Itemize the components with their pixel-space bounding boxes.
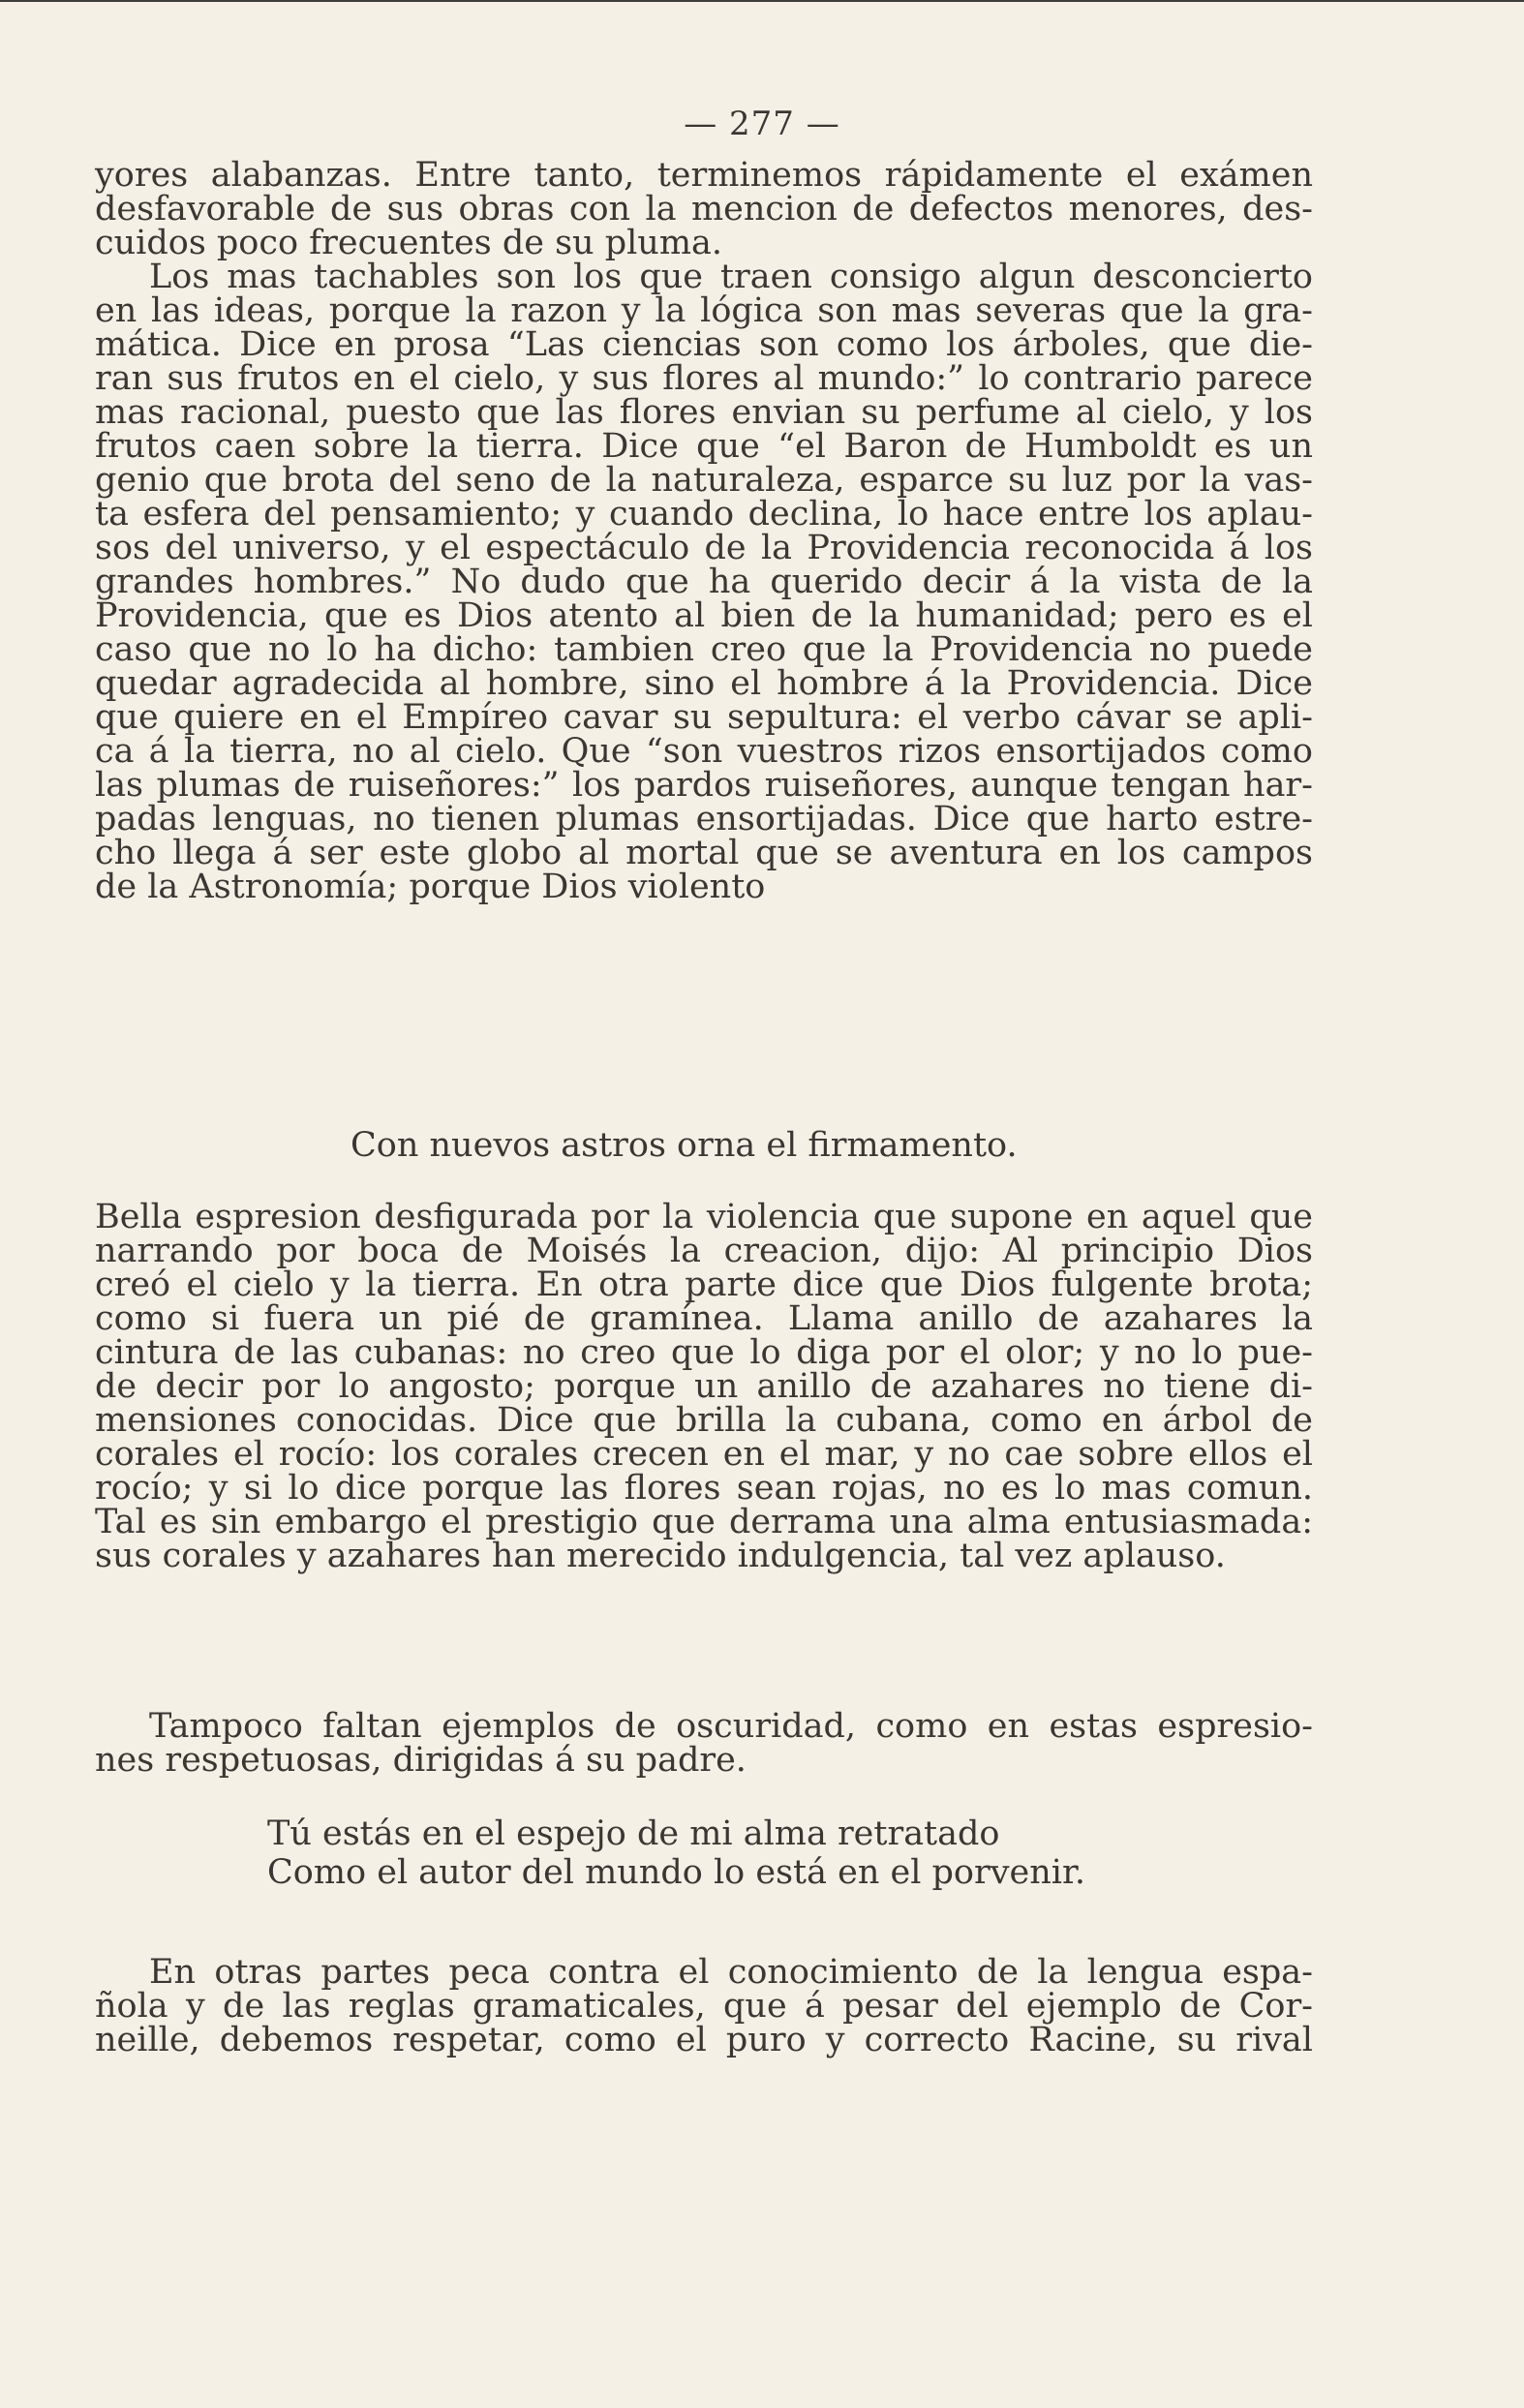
text-line: padas lenguas, no tienen plumas ensortijadas. Dice que harto estre- [95,800,1313,838]
text-line: cintura de las cubanas: no creo que lo diga por el olor; y no lo pue- [95,1333,1313,1372]
verse-line: Con nuevos astros orna el firmamento. [351,1126,1018,1165]
paragraph-4 [95,1953,1313,2059]
text-line: ta esfera del pensamiento; y cuando declina, lo hace entre los aplau- [95,495,1313,533]
text-line: corales el rocío: los corales crecen en el mar, y no cae sobre ellos el [95,1435,1313,1474]
text-line: sus corales y azahares han merecido indulgencia, tal vez aplauso. [95,1537,1226,1575]
paragraph-3 [95,1707,1313,1780]
verse-quote-1 [0,1126,1524,1165]
text-line: ran sus frutos en el cielo, y sus flores al mundo:” lo contrario parece [95,359,1313,398]
text-line: creó el cielo y la tierra. En otra parte dice que Dios fulgente brota; [95,1265,1313,1304]
text-line: grandes hombres.” No dudo que ha querido decir á la vista de la [95,563,1313,601]
text-line: de la Astronomía; porque Dios violento [95,868,766,906]
text-line: mática. Dice en prosa “Las ciencias son como los árboles, que die- [95,325,1313,364]
verse-quote-2 [0,1814,1524,1892]
page-number: — 277 — [684,105,840,143]
text-line: nes respetuosas, dirigidas á su padre. [95,1741,747,1780]
text-line: ñola y de las reglas gramaticales, que á pesar del ejemplo de Cor- [95,1987,1313,2026]
text-line: mensiones conocidas. Dice que brilla la cubana, como en árbol de [95,1401,1313,1440]
text-line: desfavorable de sus obras con la mencion de defectos menores, des- [95,190,1313,229]
text-line: Los mas tachables son los que traen consigo algun desconcierto [149,258,1313,296]
text-line: narrando por boca de Moisés la creacion, dijo: Al principio Dios [95,1232,1313,1270]
text-line: mas racional, puesto que las flores envian su perfume al cielo, y los [95,393,1313,432]
text-line: sos del universo, y el espectáculo de la Providencia reconocida á los [95,529,1313,567]
verse-line: Como el autor del mundo lo está en el porvenir. [267,1853,1085,1892]
text-line: cho llega á ser este globo al mortal que se aventura en los campos [95,834,1313,872]
text-line: rocío; y si lo dice porque las flores sean rojas, no es lo mas comun. [95,1469,1313,1508]
text-line: ca á la tierra, no al cielo. Que “son vuestros rizos ensortijados como [95,732,1313,771]
text-line: genio que brota del seno de la naturaleza, esparce su luz por la vas- [95,461,1313,500]
text-line: quedar agradecida al hombre, sino el hombre á la Providencia. Dice [95,664,1313,703]
text-line: como si fuera un pié de gramínea. Llama anillo de azahares la [95,1299,1313,1338]
text-line: En otras partes peca contra el conocimiento de la lengua espa- [149,1953,1313,1992]
paragraph-1 [95,156,1313,906]
text-line: las plumas de ruiseñores:” los pardos ruiseñores, aunque tengan har- [95,766,1313,805]
top-edge-rule [0,0,1524,2]
text-line: Tampoco faltan ejemplos de oscuridad, como en estas espresio- [149,1707,1313,1746]
text-line: Providencia, que es Dios atento al bien de la humanidad; pero es el [95,596,1313,635]
paragraph-2 [95,1198,1313,1575]
text-line: neille, debemos respetar, como el puro y correcto Racine, su rival [95,2021,1313,2059]
text-line: frutos caen sobre la tierra. Dice que “el Baron de Humboldt es un [95,427,1313,466]
text-line: de decir por lo angosto; porque un anillo de azahares no tiene di- [95,1367,1313,1406]
text-line: Tal es sin embargo el prestigio que derrama una alma entusiasmada: [95,1503,1313,1541]
text-line: en las ideas, porque la razon y la lógica son mas severas que la gra- [95,291,1313,330]
text-line: Bella espresion desfigurada por la violencia que supone en aquel que [95,1198,1313,1236]
text-line: que quiere en el Empíreo cavar su sepultura: el verbo cávar se apli- [95,698,1313,737]
verse-line: Tú estás en el espejo de mi alma retratado [267,1814,1000,1853]
text-line: cuidos poco frecuentes de su pluma. [95,224,723,262]
text-line: caso que no lo ha dicho: tambien creo que la Providencia no puede [95,630,1313,669]
text-line: yores alabanzas. Entre tanto, terminemos rápidamente el exámen [95,156,1313,195]
